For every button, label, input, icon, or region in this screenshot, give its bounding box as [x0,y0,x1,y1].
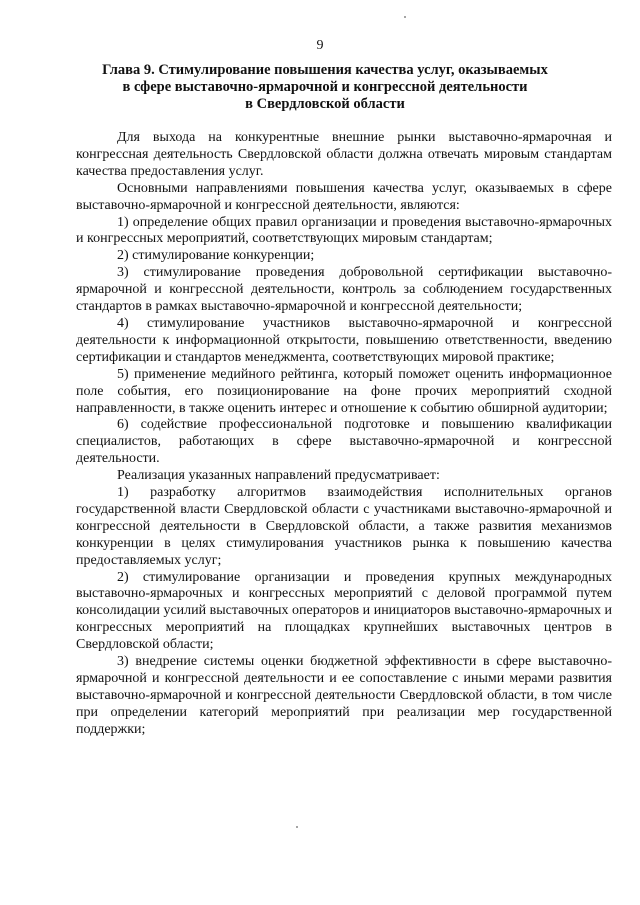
chapter-title-line: Глава 9. Стимулирование повышения качества услуг, оказываемых [102,62,548,78]
list-item-direction-5: 5) применение медийного рейтинга, который поможет оценить информационное поле события, его позиционирование на фоне прочих мероприятий сходной направленности, в также оценить интерес и отношение к событию обширной аудитории; [76,366,612,416]
list-item-measure-3: 3) внедрение системы оценки бюджетной эффективности в сфере выставочно-ярмарочной и конгрессной деятельности и ее сопоставление с иными мерами развития выставочно-ярмарочной и конгрессной деятельности Свердловской области, в том числе при определении категорий мероприятий при реализации мер государственной поддержки; [76,654,612,737]
list-item-direction-4: 4) стимулирование участников выставочно-ярмарочной и конгрессной деятельности к информационной открытости, повышению ответственности, введению сертификации и стандартов менеджмента, соответствующих мировой практике; [76,315,612,365]
scan-speck [296,826,298,828]
page-number: 9 [316,38,324,53]
chapter-title-line: в Свердловской области [245,96,405,112]
list-item-direction-1: 1) определение общих правил организации и проведения выставочно-ярмарочных и конгрессных мероприятий, соответствующих мировым стандартам; [76,214,612,247]
paragraph-directions-lead: Основными направлениями повышения качества услуг, оказываемых в сфере выставочно-ярмарочной и конгрессной деятельности, являются: [76,180,612,213]
list-item-direction-2: 2) стимулирование конкуренции; [117,248,315,264]
list-item-measure-2: 2) стимулирование организации и проведения крупных международных выставочно-ярмарочных и конгрессных мероприятий с деловой программой путем консолидации усилий выставочных операторов и инициаторов выставочно-ярмарочных и конгрессных мероприятий на площадках крупнейших выставочных центров в Свердловской области; [76,569,612,653]
chapter-title [90,62,560,113]
paragraph-intro: Для выхода на конкурентные внешние рынки выставочно-ярмарочная и конгрессная деятельность Свердловской области должна отвечать мировым стандартам качества предоставления услуг. [76,130,612,179]
list-item-measure-1: 1) разработку алгоритмов взаимодействия исполнительных органов государственной власти Свердловской области с участниками выставочно-ярмарочной и конгрессной деятельности в Свердловской области, а также развития механизмов конкуренции в целях стимулирования участников рынка к повышению качества предоставляемых услуг; [76,485,612,568]
chapter-title-line: в сфере выставочно-ярмарочной и конгрессной деятельности [122,79,528,95]
list-item-direction-3: 3) стимулирование проведения добровольной сертификации выставочно-ярмарочной и конгрессной деятельности, контроль за соблюдением государственных стандартов в рамках выставочно-ярмарочной и конгрессной деятельности; [76,265,612,315]
scan-speck [404,16,406,18]
paragraph-implementation-lead: Реализация указанных направлений предусматривает: [117,468,440,484]
list-item-direction-6: 6) содействие профессиональной подготовке и повышению квалификации специалистов, работающих в сфере выставочно-ярмарочной и конгрессной деятельности. [76,417,612,467]
chapter-body [76,130,612,739]
